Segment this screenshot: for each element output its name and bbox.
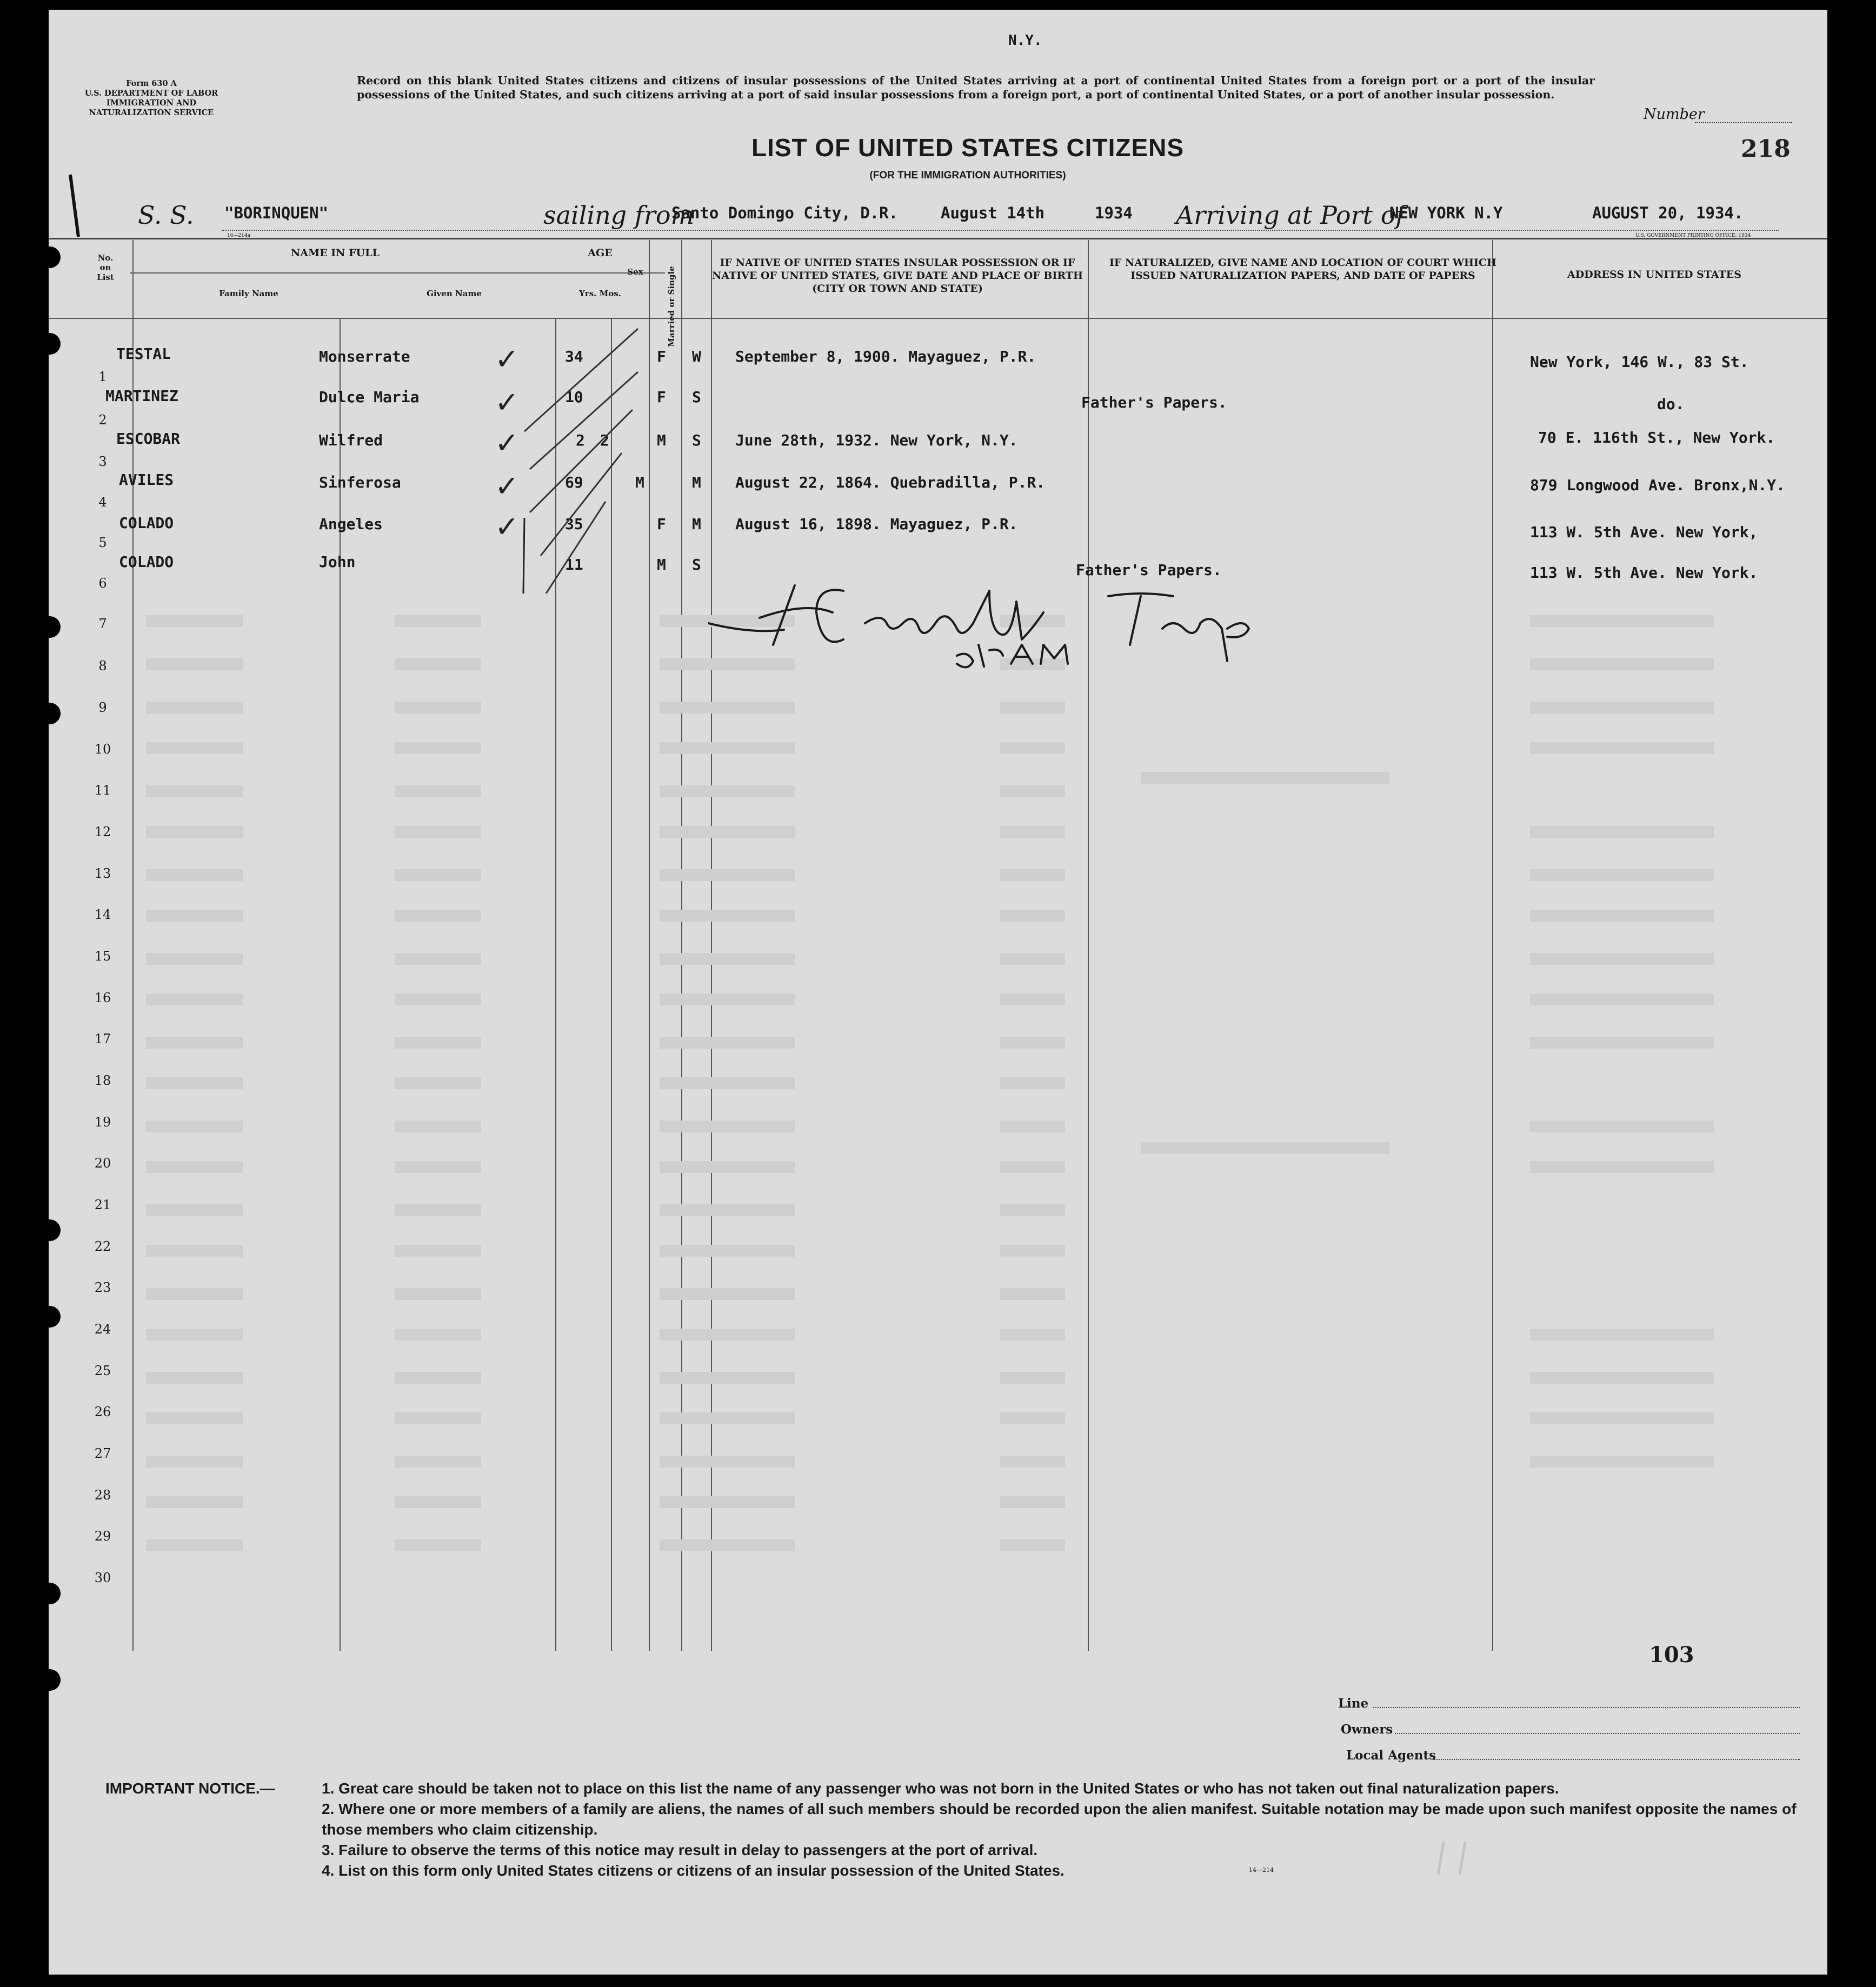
- family-name: MARTINEZ: [105, 387, 178, 405]
- row-number: 20: [94, 1156, 111, 1171]
- punch-hole: [49, 333, 61, 355]
- row-number: 17: [94, 1031, 111, 1046]
- sex: M: [657, 431, 666, 449]
- age-years: 10: [565, 388, 583, 406]
- notice-item: 2. Where one or more members of a family are aliens, the names of all such members should be recorded upon the alien manifest. Suitable notation may be made upon such manifest opposite the names of those members who claim citizenship.: [322, 1801, 1797, 1838]
- us-address: 113 W. 5th Ave. New York,: [1530, 523, 1758, 541]
- row-number: 25: [94, 1363, 111, 1378]
- marital-status: M: [692, 515, 701, 533]
- row-number: 23: [94, 1280, 111, 1295]
- margin-mark: [65, 172, 87, 242]
- form-title: LIST OF UNITED STATES CITIZENS: [751, 134, 1185, 162]
- row-number: 12: [94, 824, 111, 839]
- notice-item: IMPORTANT NOTICE.— 1. Great care should be taken not to place on this list the name of any passenger who was not born in the United States or who has not taken out final naturalization papers.: [105, 1778, 1808, 1799]
- row-number: 4: [98, 495, 107, 510]
- important-notice: [105, 1778, 1808, 1881]
- given-name: Dulce Maria: [319, 388, 420, 406]
- punch-hole: [49, 246, 61, 268]
- punch-hole: [49, 1219, 61, 1241]
- birth-info: September 8, 1900. Mayaguez, P.R.: [735, 348, 1036, 365]
- row-number: 2: [98, 412, 107, 428]
- row-number: 8: [98, 658, 107, 674]
- naturalization-info: Father's Papers.: [1081, 394, 1227, 411]
- marital-status: S: [692, 388, 701, 406]
- col-address: ADDRESS IN UNITED STATES: [1567, 269, 1741, 281]
- arrival-port: NEW YORK N.Y: [1389, 204, 1503, 222]
- row-number: 28: [94, 1488, 111, 1503]
- page-number: 218: [1741, 135, 1791, 163]
- us-address: New York, 146 W., 83 St.: [1530, 353, 1749, 371]
- age-years: 11: [565, 556, 583, 574]
- owners-field: [1395, 1733, 1800, 1734]
- age-months: 2: [600, 431, 609, 449]
- form-code: 16—214a: [227, 233, 250, 238]
- col-name-in-full: NAME IN FULL: [291, 247, 380, 259]
- line-field: [1373, 1707, 1800, 1708]
- check-mark: ✓: [495, 385, 520, 419]
- naturalization-info: Father's Papers.: [1076, 561, 1222, 579]
- check-mark: ✓: [495, 426, 520, 460]
- sailing-from: Santo Domingo City, D.R.: [671, 204, 899, 222]
- ss-label: S. S.: [138, 201, 194, 230]
- manifest-sheet: [49, 10, 1827, 1975]
- marital-status: W: [692, 348, 701, 365]
- row-number: 9: [98, 700, 107, 715]
- birth-info: June 28th, 1932. New York, N.Y.: [735, 431, 1018, 449]
- row-number: 7: [98, 616, 107, 631]
- row-number: 13: [94, 866, 111, 881]
- marital-status: S: [692, 431, 701, 449]
- local-agents-field: [1433, 1759, 1800, 1760]
- us-address: do.: [1657, 395, 1685, 413]
- us-address: 113 W. 5th Ave. New York.: [1530, 564, 1758, 582]
- col-family-name: Family Name: [219, 289, 278, 298]
- sex: M: [657, 556, 666, 574]
- col-age: AGE: [588, 247, 613, 259]
- marital-status: M: [692, 474, 701, 491]
- top-partial-text: N.Y.: [1008, 32, 1042, 49]
- intro-instructions: Record on this blank United States citizens and citizens of insular possessions of the United States arriving at a port of continental United States from a foreign port or a port of the insular possessions of the United States, and such citizens arriving at a port of said insular possessions from a foreign port, a port of continental United States, or a port of another insular possession.: [357, 74, 1595, 101]
- check-strokes: [514, 323, 643, 594]
- row-number: 24: [94, 1322, 111, 1337]
- notice-label: IMPORTANT NOTICE.—: [105, 1780, 275, 1797]
- sex: M: [635, 474, 644, 491]
- printing-office-note: U.S. GOVERNMENT PRINTING OFFICE: 1934: [1635, 233, 1751, 238]
- family-name: COLADO: [119, 553, 174, 571]
- given-name: Angeles: [319, 515, 383, 533]
- birth-info: August 22, 1864. Quebradilla, P.R.: [735, 474, 1046, 491]
- rule-no: [132, 240, 134, 1651]
- col-birth: IF NATIVE OF UNITED STATES INSULAR POSSESSION OR IF NATIVE OF UNITED STATES, GIVE DATE AND PLACE OF BIRTH (CITY OR TOWN AND STATE): [712, 257, 1083, 295]
- col-given-name: Given Name: [427, 289, 482, 298]
- age-years: 35: [565, 515, 583, 533]
- row-number: 26: [94, 1404, 111, 1419]
- arrival-date: AUGUST 20, 1934.: [1592, 204, 1744, 222]
- sailing-year: 1934: [1095, 204, 1133, 222]
- ship-line-underline: [222, 230, 1779, 231]
- age-years: 34: [565, 348, 583, 365]
- inspector-signature: [708, 569, 1292, 672]
- col-no: No. on List: [97, 253, 114, 282]
- header-bottom-rule: [49, 318, 1827, 319]
- owners-label: Owners: [1341, 1722, 1393, 1737]
- row-number: 3: [98, 454, 107, 469]
- form-identification: Form 630 A U.S. DEPARTMENT OF LABOR IMMIGRATION AND NATURALIZATION SERVICE: [84, 79, 218, 117]
- given-name: John: [319, 553, 356, 571]
- family-name: TESTAL: [116, 345, 171, 363]
- number-label: Number: [1644, 106, 1705, 123]
- row-number: 30: [94, 1570, 111, 1585]
- row-number: 6: [98, 576, 107, 591]
- family-name: ESCOBAR: [116, 430, 181, 448]
- check-mark: ✓: [495, 510, 520, 544]
- given-name: Sinferosa: [319, 474, 401, 491]
- family-name: AVILES: [119, 471, 174, 489]
- row-number: 5: [98, 535, 107, 550]
- name-rule: [130, 272, 665, 274]
- form-subtitle: (FOR THE IMMIGRATION AUTHORITIES): [869, 170, 1066, 181]
- row-number: 27: [94, 1446, 111, 1461]
- given-name: Wilfred: [319, 431, 383, 449]
- row-number: 10: [94, 742, 111, 757]
- sailing-date: August 14th: [941, 204, 1045, 222]
- row-number: 29: [94, 1529, 111, 1544]
- row-number: 21: [94, 1197, 111, 1212]
- punch-hole: [49, 1669, 61, 1691]
- line-label: Line: [1338, 1696, 1369, 1711]
- notice-item: 3. Failure to observe the terms of this notice may result in delay to passengers at the port of arrival.: [322, 1842, 1038, 1858]
- row-number: 1: [98, 369, 107, 384]
- punch-hole: [49, 703, 61, 724]
- number-line: [1695, 122, 1792, 123]
- header-rule: [49, 238, 1827, 239]
- sex: F: [657, 515, 666, 533]
- age-years: 2: [576, 431, 585, 449]
- given-name: Monserrate: [319, 348, 410, 365]
- sex: F: [657, 348, 666, 365]
- col-yrs-mos: Yrs. Mos.: [579, 289, 621, 298]
- row-number: 14: [94, 907, 111, 922]
- punch-hole: [49, 1306, 61, 1328]
- punch-hole: [49, 616, 61, 638]
- age-years: 69: [565, 474, 583, 491]
- stamp-number: 103: [1649, 1642, 1694, 1668]
- check-mark: ✓: [495, 342, 520, 376]
- us-address: 70 E. 116th St., New York.: [1538, 429, 1775, 446]
- sailing-label: sailing from: [543, 201, 695, 230]
- arriving-label: Arriving at Port of: [1176, 201, 1405, 230]
- ship-line: [49, 196, 1827, 234]
- birth-info: August 16, 1898. Mayaguez, P.R.: [735, 515, 1018, 533]
- row-number: 11: [94, 783, 111, 798]
- ship-name: "BORINQUEN": [224, 204, 329, 222]
- col-sex: Sex: [627, 267, 643, 277]
- row-number: 15: [94, 949, 111, 964]
- row-number: 22: [94, 1239, 111, 1254]
- col-married-single: Married or Single: [667, 266, 676, 347]
- row-number: 19: [94, 1115, 111, 1130]
- local-agents-label: Local Agents: [1346, 1748, 1436, 1763]
- bottom-form-code: 14—214: [1249, 1866, 1274, 1873]
- family-name: COLADO: [119, 514, 174, 532]
- notice-item: 4. List on this form only United States citizens or citizens of an insular possession of the United States.: [322, 1862, 1065, 1879]
- check-mark: ✓: [495, 469, 520, 503]
- row-number: 16: [94, 990, 111, 1005]
- row-number: 18: [94, 1073, 111, 1088]
- col-naturalization: IF NATURALIZED, GIVE NAME AND LOCATION OF COURT WHICH ISSUED NATURALIZATION PAPERS, AND DATE OF PAPERS: [1109, 257, 1496, 282]
- faint-marks: [1433, 1837, 1519, 1880]
- marital-status: S: [692, 556, 701, 574]
- sex: F: [657, 388, 666, 406]
- bleed-through: [146, 610, 1768, 1626]
- us-address: 879 Longwood Ave. Bronx,N.Y.: [1530, 476, 1786, 494]
- punch-hole: [49, 1583, 61, 1604]
